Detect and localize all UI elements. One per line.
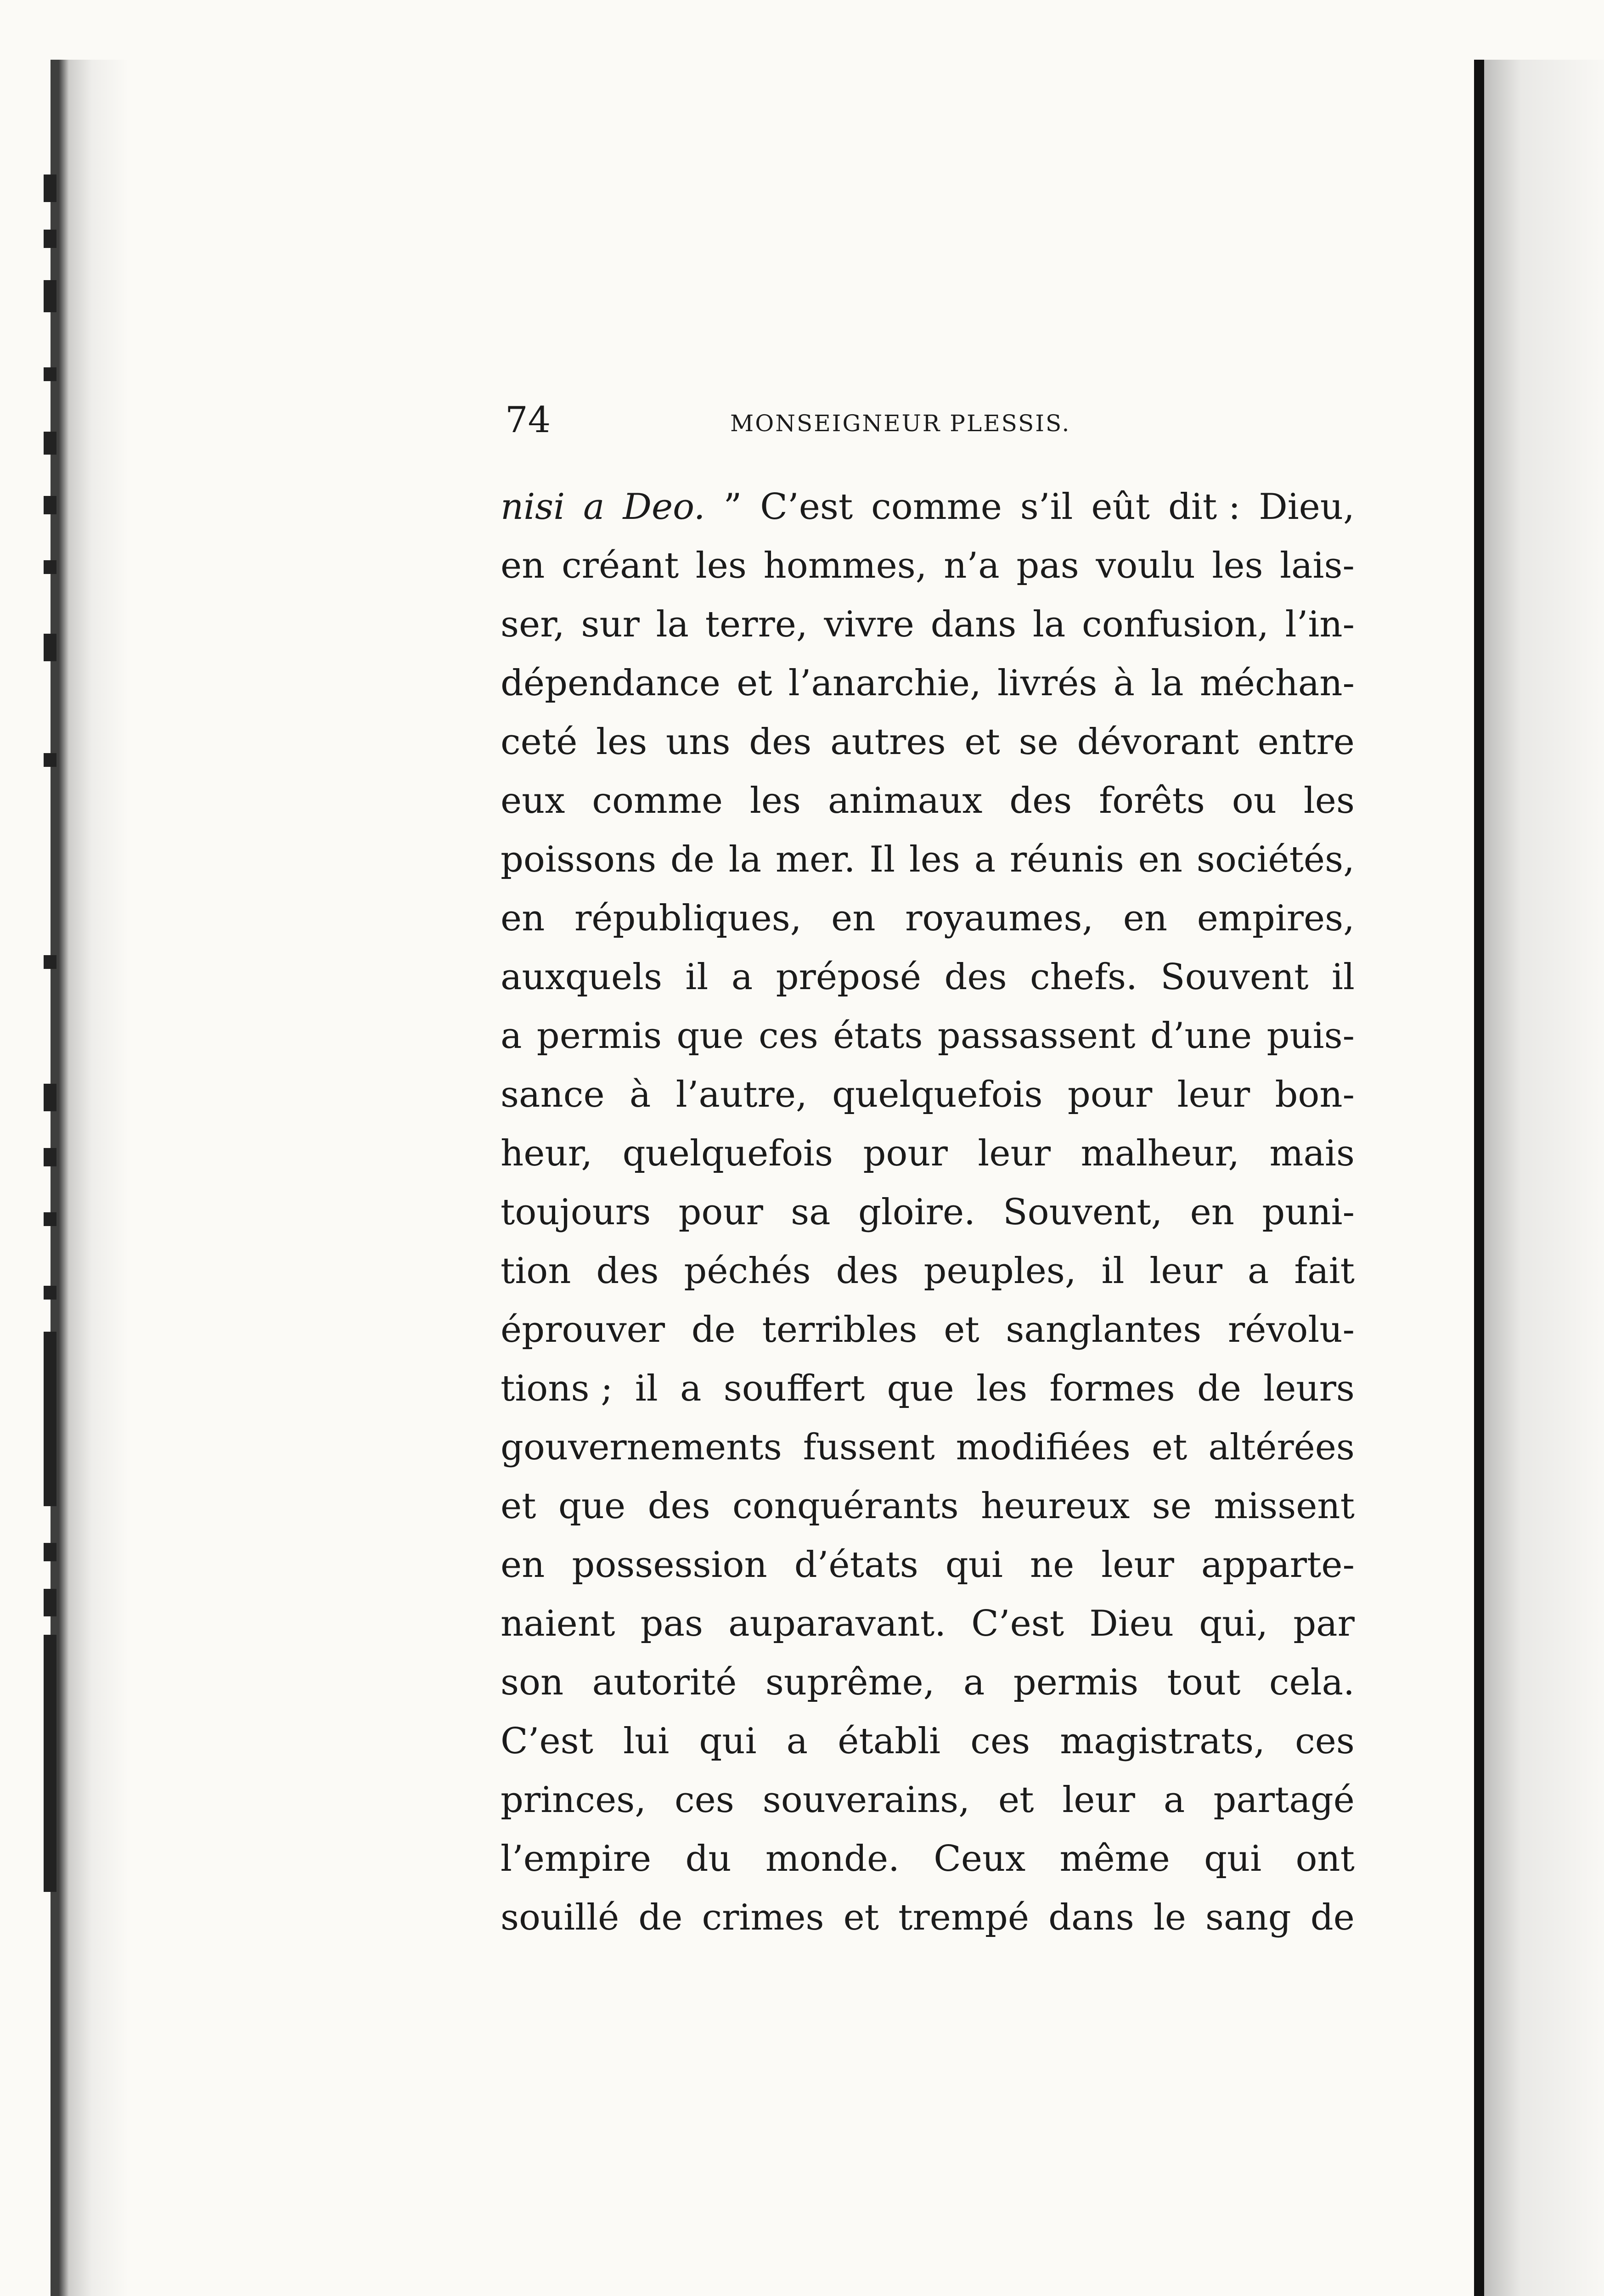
word: les bbox=[1212, 545, 1263, 586]
word: suprême, bbox=[765, 1662, 935, 1703]
text-line bbox=[501, 1712, 1355, 1771]
text-line bbox=[501, 1242, 1355, 1300]
word: de bbox=[1197, 1368, 1242, 1409]
word: auparavant. bbox=[728, 1603, 946, 1644]
word: ont bbox=[1295, 1838, 1355, 1880]
word: l’empire bbox=[501, 1838, 652, 1880]
text-line bbox=[501, 830, 1355, 889]
word: naient bbox=[501, 1603, 615, 1644]
word: leur bbox=[1149, 1250, 1223, 1292]
word: missent bbox=[1214, 1486, 1355, 1527]
word: dans bbox=[1048, 1897, 1134, 1938]
word: leur bbox=[1062, 1779, 1135, 1821]
word: Il bbox=[869, 839, 895, 880]
scan-mark bbox=[44, 230, 56, 248]
text-line bbox=[501, 889, 1355, 948]
text-line bbox=[501, 1477, 1355, 1536]
word: hommes, bbox=[763, 545, 927, 586]
word: il bbox=[1101, 1250, 1125, 1292]
word: en bbox=[1138, 839, 1183, 880]
text-line bbox=[501, 1065, 1355, 1124]
word: de bbox=[691, 1309, 736, 1351]
word: puni- bbox=[1262, 1192, 1355, 1233]
word: ces bbox=[674, 1779, 734, 1821]
word: en bbox=[501, 898, 545, 939]
word: et bbox=[944, 1309, 979, 1351]
word: n’a bbox=[944, 545, 1000, 586]
word: des bbox=[836, 1250, 899, 1292]
word: les bbox=[909, 839, 960, 880]
word: établi bbox=[838, 1721, 941, 1762]
scan-mark bbox=[44, 634, 56, 661]
word: ceté bbox=[501, 721, 578, 763]
running-title: MONSEIGNEUR PLESSIS. bbox=[730, 410, 1071, 437]
word: ne bbox=[1030, 1544, 1075, 1586]
word: éprouver bbox=[501, 1309, 665, 1351]
word: ” bbox=[723, 486, 742, 528]
word: en bbox=[1123, 898, 1168, 939]
scan-mark bbox=[44, 1212, 56, 1226]
word: autorité bbox=[592, 1662, 737, 1703]
word: comme bbox=[592, 780, 723, 822]
word: dans bbox=[930, 604, 1017, 645]
word: à bbox=[1113, 663, 1135, 704]
word: des bbox=[596, 1250, 659, 1292]
scan-mark bbox=[44, 367, 56, 381]
word: conquérants bbox=[732, 1486, 959, 1527]
word: monde. bbox=[765, 1838, 900, 1880]
word: comme bbox=[871, 486, 1002, 528]
word: permis bbox=[536, 1015, 662, 1057]
word: pas bbox=[640, 1603, 703, 1644]
scan-mark bbox=[44, 1543, 56, 1561]
word: que bbox=[887, 1368, 954, 1409]
scan-mark bbox=[44, 174, 56, 202]
word: la bbox=[1151, 663, 1184, 704]
word: pour bbox=[1067, 1074, 1153, 1115]
word: puis- bbox=[1266, 1015, 1355, 1057]
word: par bbox=[1293, 1603, 1355, 1644]
scan-mark bbox=[44, 560, 56, 574]
word: tion bbox=[501, 1250, 571, 1292]
word: apparte- bbox=[1201, 1544, 1355, 1586]
word: que bbox=[558, 1486, 626, 1527]
word: créant bbox=[561, 545, 679, 586]
word: a bbox=[786, 1721, 808, 1762]
word: et bbox=[737, 663, 772, 704]
word: républiques, bbox=[574, 898, 802, 939]
text-line bbox=[501, 1829, 1355, 1888]
text-line bbox=[501, 1771, 1355, 1829]
word: vivre bbox=[824, 604, 914, 645]
word: des bbox=[749, 721, 812, 763]
word: princes, bbox=[501, 1779, 647, 1821]
word: en bbox=[1190, 1192, 1235, 1233]
word: d’une bbox=[1150, 1015, 1252, 1057]
word: sa bbox=[791, 1192, 831, 1233]
word: souverains, bbox=[762, 1779, 970, 1821]
word: péchés bbox=[684, 1250, 811, 1292]
text-line bbox=[501, 1653, 1355, 1712]
word: possession bbox=[572, 1544, 767, 1586]
text-line bbox=[501, 1359, 1355, 1418]
word: du bbox=[685, 1838, 732, 1880]
word: crimes bbox=[702, 1897, 824, 1938]
word: Dieu, bbox=[1259, 486, 1355, 528]
word: la bbox=[728, 839, 762, 880]
word: l’autre, bbox=[675, 1074, 807, 1115]
word: de bbox=[638, 1897, 683, 1938]
word: dévorant bbox=[1077, 721, 1239, 763]
word: gouvernements bbox=[501, 1427, 782, 1468]
scan-mark bbox=[44, 1635, 56, 1892]
word: nisi bbox=[501, 486, 565, 528]
word: passassent bbox=[937, 1015, 1136, 1057]
word: et bbox=[501, 1486, 536, 1527]
word: a bbox=[583, 486, 605, 528]
word: Dieu bbox=[1089, 1603, 1174, 1644]
word: pour bbox=[678, 1192, 763, 1233]
word: des bbox=[647, 1486, 710, 1527]
word: entre bbox=[1257, 721, 1355, 763]
word: leurs bbox=[1263, 1368, 1355, 1409]
word: tout bbox=[1167, 1662, 1241, 1703]
word: lui bbox=[623, 1721, 670, 1762]
word: eux bbox=[501, 780, 565, 822]
word: formes bbox=[1049, 1368, 1175, 1409]
text-line bbox=[501, 1124, 1355, 1183]
text-line bbox=[501, 1007, 1355, 1065]
word: pas bbox=[1016, 545, 1079, 586]
word: autres bbox=[830, 721, 946, 763]
running-header bbox=[505, 397, 1157, 452]
word: cela. bbox=[1269, 1662, 1355, 1703]
word: peuples, bbox=[923, 1250, 1076, 1292]
word: leur bbox=[1101, 1544, 1174, 1586]
word: toujours bbox=[501, 1192, 651, 1233]
word: empires, bbox=[1197, 898, 1355, 939]
word: s’il bbox=[1020, 486, 1073, 528]
word: a bbox=[974, 839, 996, 880]
word: voulu bbox=[1096, 545, 1195, 586]
word: forêts bbox=[1099, 780, 1205, 822]
word: les bbox=[596, 721, 647, 763]
word: altérées bbox=[1208, 1427, 1355, 1468]
word: lais- bbox=[1280, 545, 1355, 586]
text-line bbox=[501, 1183, 1355, 1242]
word: et bbox=[998, 1779, 1034, 1821]
text-line bbox=[501, 654, 1355, 713]
word: de bbox=[670, 839, 715, 880]
word: en bbox=[501, 545, 545, 586]
word: animaux bbox=[827, 780, 983, 822]
text-line bbox=[501, 478, 1355, 536]
scan-mark bbox=[44, 1286, 56, 1300]
word: tions ; bbox=[501, 1368, 613, 1409]
word: Souvent, bbox=[1003, 1192, 1163, 1233]
word: auxquels bbox=[501, 957, 663, 998]
text-line bbox=[501, 1536, 1355, 1594]
word: chefs. bbox=[1030, 957, 1137, 998]
word: et bbox=[964, 721, 1000, 763]
word: qui bbox=[1204, 1838, 1262, 1880]
word: et bbox=[1151, 1427, 1188, 1468]
word: que bbox=[676, 1015, 744, 1057]
word: se bbox=[1152, 1486, 1192, 1527]
word: poissons bbox=[501, 839, 657, 880]
scan-mark bbox=[44, 1332, 56, 1506]
word: préposé bbox=[776, 957, 922, 998]
word: d’états bbox=[794, 1544, 918, 1586]
word: mais bbox=[1269, 1133, 1355, 1174]
word: pour bbox=[863, 1133, 948, 1174]
word: permis bbox=[1013, 1662, 1139, 1703]
word: à bbox=[629, 1074, 651, 1115]
word: il bbox=[685, 957, 709, 998]
word: des bbox=[944, 957, 1007, 998]
word: a bbox=[1247, 1250, 1269, 1292]
word: trempé bbox=[898, 1897, 1030, 1938]
word: C’est bbox=[971, 1603, 1064, 1644]
word: se bbox=[1019, 721, 1058, 763]
word: terre, bbox=[705, 604, 808, 645]
word: bon- bbox=[1275, 1074, 1355, 1115]
text-line bbox=[501, 1888, 1355, 1947]
text-line bbox=[501, 595, 1355, 654]
word: royaumes, bbox=[905, 898, 1094, 939]
word: modifiées bbox=[956, 1427, 1131, 1468]
scan-mark bbox=[44, 496, 56, 514]
word: Souvent bbox=[1160, 957, 1309, 998]
word: souffert bbox=[723, 1368, 865, 1409]
word: terribles bbox=[762, 1309, 917, 1351]
binding-edge-left bbox=[51, 60, 129, 2296]
word: a bbox=[963, 1662, 985, 1703]
word: heur, bbox=[501, 1133, 593, 1174]
word: en bbox=[501, 1544, 545, 1586]
word: les bbox=[695, 545, 747, 586]
word: ces bbox=[758, 1015, 818, 1057]
word: fait bbox=[1294, 1250, 1355, 1292]
word: heureux bbox=[981, 1486, 1130, 1527]
word: dit : bbox=[1168, 486, 1241, 528]
word: états bbox=[833, 1015, 923, 1057]
word: souillé bbox=[501, 1897, 619, 1938]
word: il bbox=[635, 1368, 658, 1409]
word: Deo. bbox=[623, 486, 705, 528]
word: qui bbox=[945, 1544, 1003, 1586]
word: révolu- bbox=[1227, 1309, 1355, 1351]
word: sang bbox=[1205, 1897, 1291, 1938]
word: malheur, bbox=[1081, 1133, 1240, 1174]
scan-mark bbox=[44, 955, 56, 969]
page-edge-right-shade bbox=[1484, 60, 1604, 2296]
word: la bbox=[1032, 604, 1066, 645]
word: la bbox=[656, 604, 689, 645]
word: a bbox=[1163, 1779, 1185, 1821]
word: sance bbox=[501, 1074, 605, 1115]
word: des bbox=[1009, 780, 1072, 822]
word: les bbox=[1303, 780, 1355, 822]
word: sociétés, bbox=[1196, 839, 1355, 880]
word: ser, bbox=[501, 604, 565, 645]
word: partagé bbox=[1213, 1779, 1355, 1821]
scan-mark bbox=[44, 1084, 56, 1111]
body-text bbox=[501, 478, 1355, 1947]
word: l’in- bbox=[1285, 604, 1355, 645]
scan-mark bbox=[44, 1148, 56, 1166]
word: leur bbox=[1177, 1074, 1250, 1115]
word: uns bbox=[665, 721, 731, 763]
word: mer. bbox=[775, 839, 855, 880]
word: qui, bbox=[1199, 1603, 1268, 1644]
word: son bbox=[501, 1662, 564, 1703]
word: Ceux bbox=[934, 1838, 1026, 1880]
word: magistrats, bbox=[1060, 1721, 1265, 1762]
word: leur bbox=[978, 1133, 1051, 1174]
word: livrés bbox=[997, 663, 1097, 704]
word: qui bbox=[699, 1721, 757, 1762]
word: ces bbox=[1295, 1721, 1355, 1762]
word: a bbox=[731, 957, 753, 998]
text-line bbox=[501, 948, 1355, 1007]
scan-mark bbox=[44, 432, 56, 455]
word: méchan- bbox=[1199, 663, 1355, 704]
page-edge-right bbox=[1474, 60, 1484, 2296]
word: a bbox=[680, 1368, 702, 1409]
word: ces bbox=[970, 1721, 1030, 1762]
word: de bbox=[1310, 1897, 1355, 1938]
word: il bbox=[1332, 957, 1355, 998]
word: les bbox=[749, 780, 801, 822]
word: même bbox=[1059, 1838, 1170, 1880]
word: confusion, bbox=[1082, 604, 1269, 645]
text-line bbox=[501, 1300, 1355, 1359]
word: réunis bbox=[1009, 839, 1124, 880]
word: ou bbox=[1232, 780, 1277, 822]
word: gloire. bbox=[858, 1192, 975, 1233]
page-number: 74 bbox=[505, 400, 551, 441]
word: en bbox=[831, 898, 876, 939]
text-line bbox=[501, 713, 1355, 771]
word: le bbox=[1153, 1897, 1186, 1938]
scan-mark bbox=[44, 280, 56, 312]
word: fussent bbox=[803, 1427, 935, 1468]
word: sur bbox=[581, 604, 640, 645]
scan-mark bbox=[44, 1589, 56, 1616]
word: quelquefois bbox=[622, 1133, 833, 1174]
word: sanglantes bbox=[1006, 1309, 1202, 1351]
word: a bbox=[501, 1015, 522, 1057]
word: C’est bbox=[760, 486, 853, 528]
text-line bbox=[501, 771, 1355, 830]
word: quelquefois bbox=[832, 1074, 1043, 1115]
word: l’anarchie, bbox=[788, 663, 981, 704]
text-line bbox=[501, 1418, 1355, 1477]
word: C’est bbox=[501, 1721, 594, 1762]
text-line bbox=[501, 1594, 1355, 1653]
word: dépendance bbox=[501, 663, 720, 704]
word: les bbox=[976, 1368, 1028, 1409]
binding-marks bbox=[44, 174, 62, 1965]
word: et bbox=[843, 1897, 879, 1938]
word: eût bbox=[1091, 486, 1150, 528]
scan-mark bbox=[44, 753, 56, 767]
text-line bbox=[501, 536, 1355, 595]
